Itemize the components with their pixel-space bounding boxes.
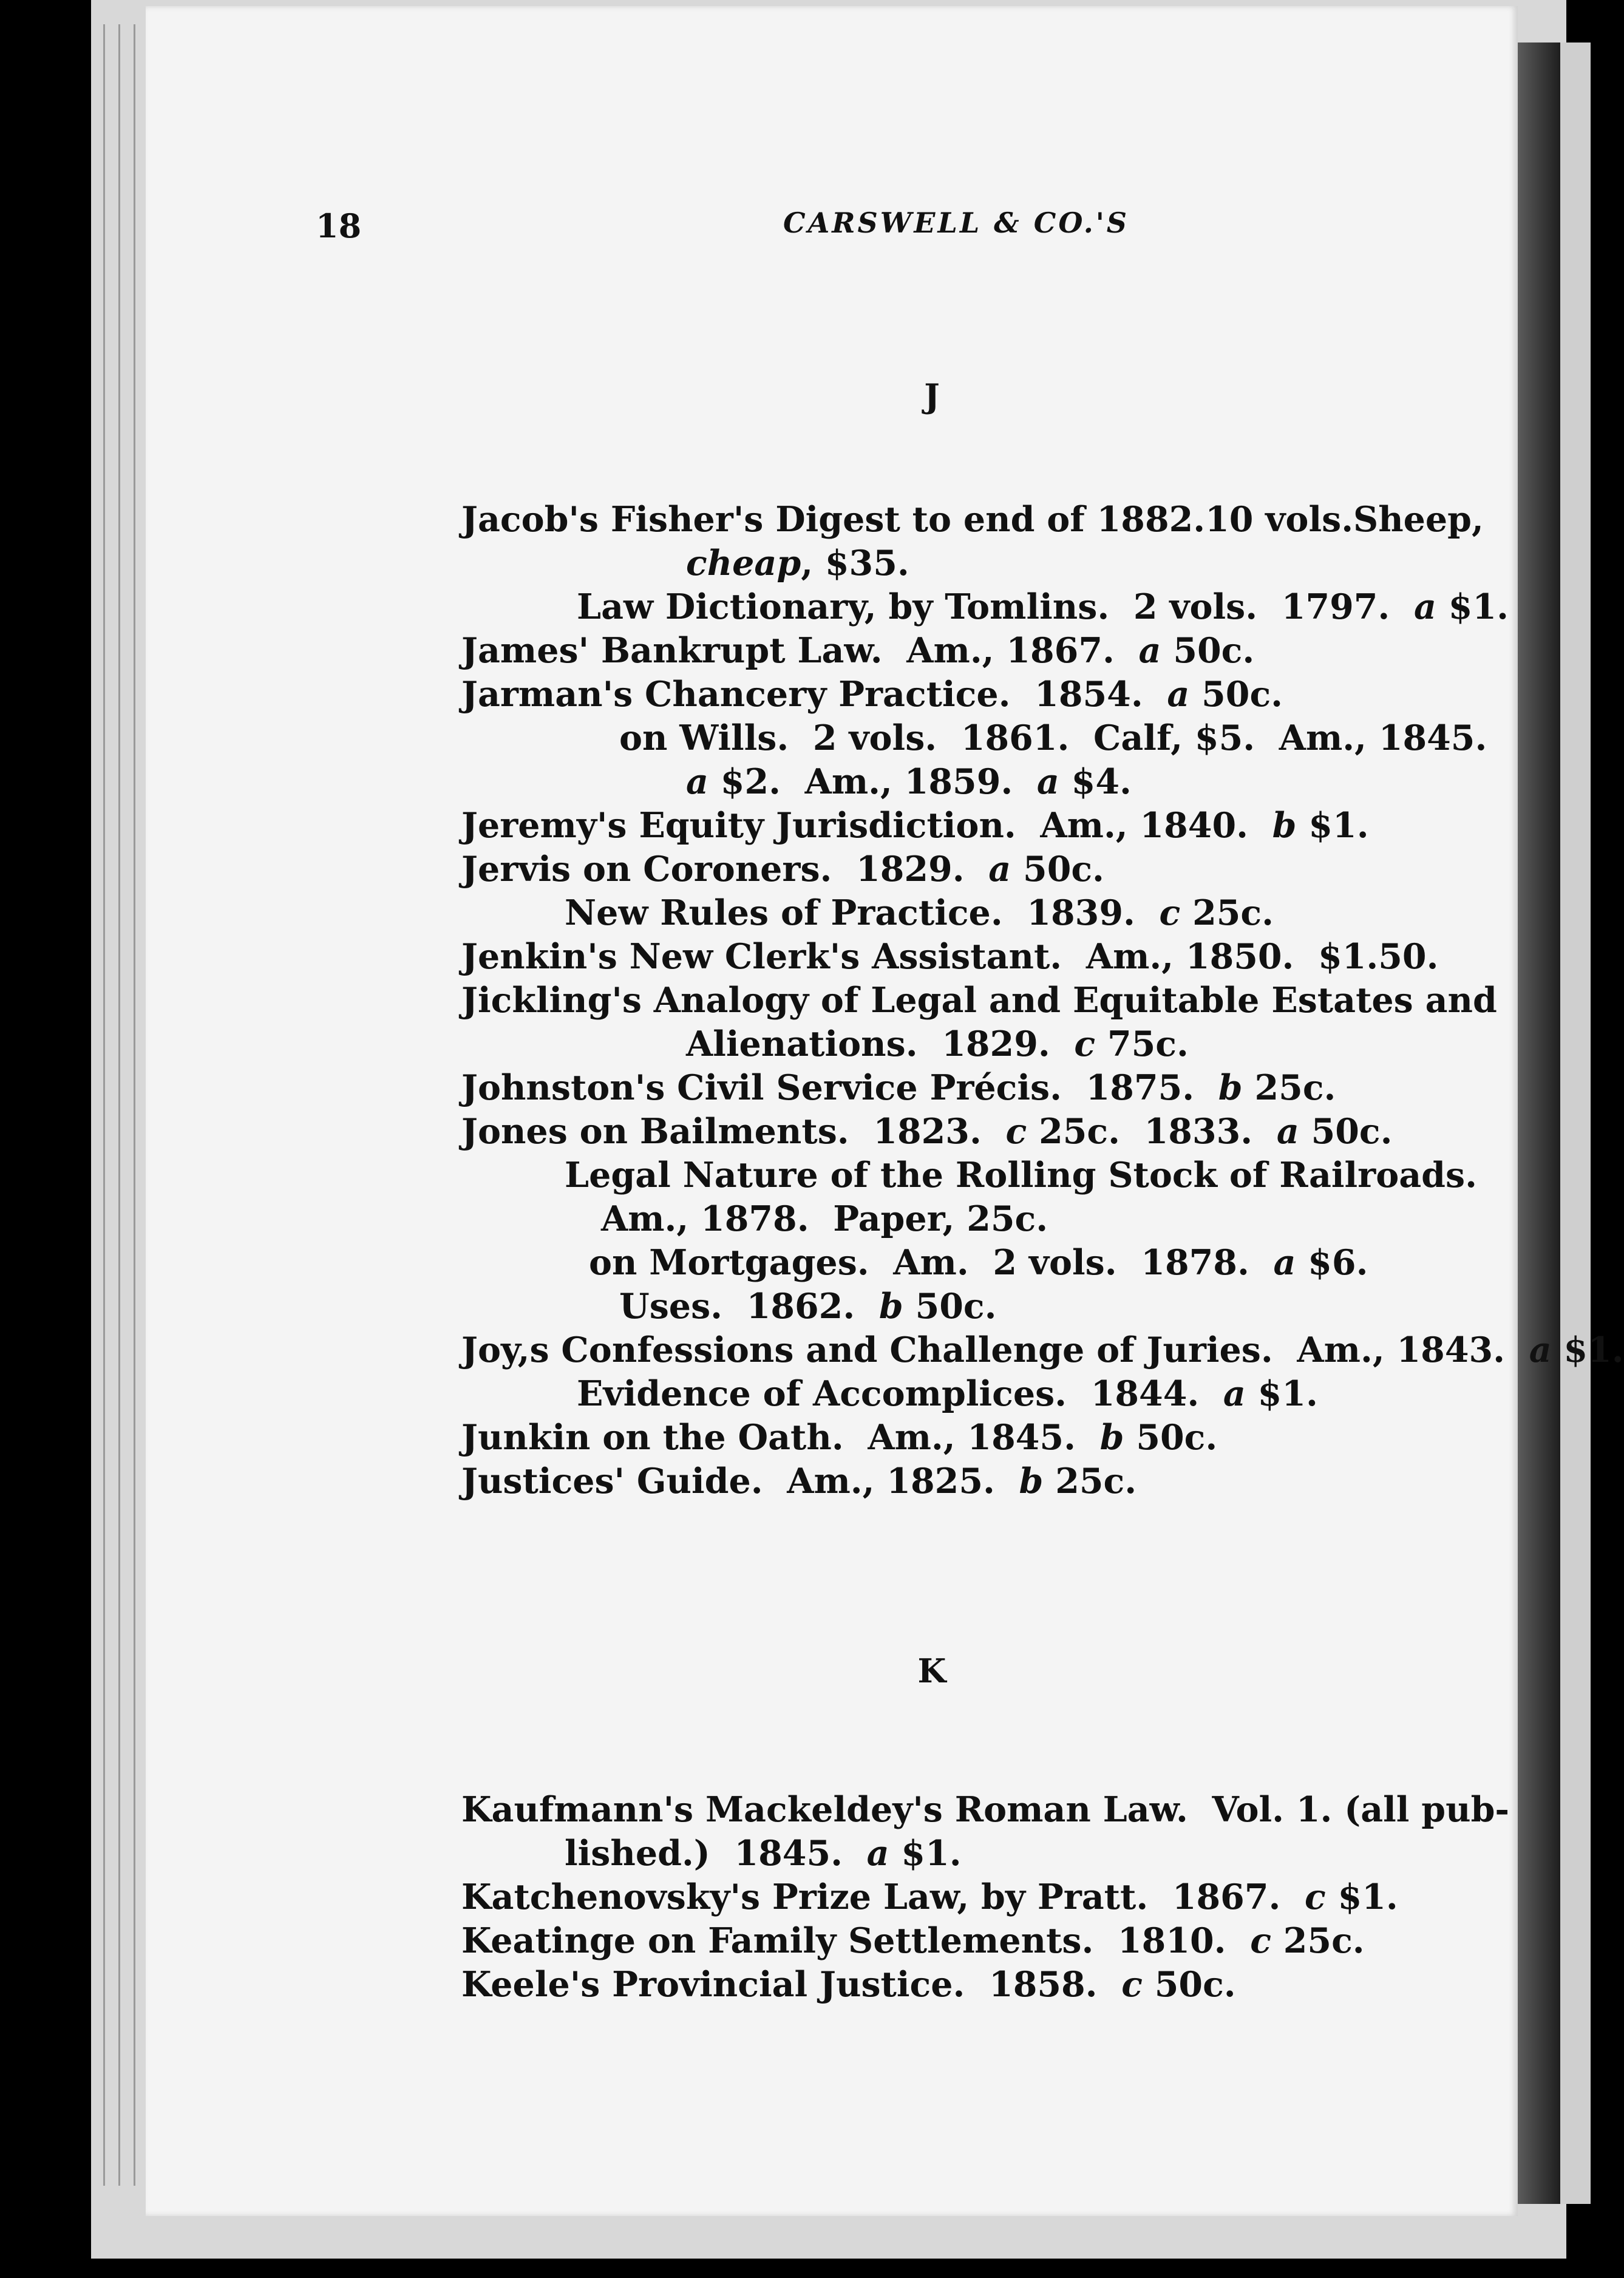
entry-line [461, 804, 1408, 848]
page-header [316, 206, 1408, 255]
section-letter-j: J [924, 376, 940, 415]
entry-text: c [1250, 1920, 1271, 1961]
entry-text: c [1159, 892, 1181, 933]
section-k-entries [461, 1788, 1510, 2007]
section-j-entries [461, 498, 1624, 1503]
entry-text: Jervis on Coroners. 1829. [461, 849, 989, 889]
entry-text: $1. [1325, 1877, 1398, 1917]
entry-line [461, 673, 1408, 716]
entry-text: Justices' Guide. Am., 1825. [461, 1461, 1019, 1501]
entry-line [461, 1022, 1408, 1066]
entry-text: Keatinge on Family Settlements. 1810. [461, 1920, 1251, 1961]
entry-line [461, 935, 1439, 979]
entry-line [461, 542, 1408, 585]
entry-line [461, 1328, 1624, 1372]
entry-text: Law Dictionary, by Tomlins. 2 vols. 1797. [577, 586, 1414, 627]
entry-text: Keele's Provincial Justice. 1858. [461, 1964, 1122, 2005]
entry-text: a [1529, 1330, 1552, 1370]
entry-text: b [1272, 805, 1297, 846]
page-edge-line [103, 24, 105, 2186]
entry-line [461, 891, 1408, 935]
entry-text: $1. [1436, 586, 1509, 627]
entry-text: Uses. 1862. [619, 1286, 879, 1327]
entry-text: 50c. [1142, 1964, 1236, 2005]
entry-text: b [1099, 1417, 1124, 1458]
entry-text: $2. Am., 1859. [708, 761, 1037, 802]
entry-text: 25c. [1043, 1461, 1137, 1501]
entry-text: Alienations. 1829. [686, 1024, 1075, 1064]
entry-text: a [866, 1833, 889, 1874]
entry-text: Johnston's Civil Service Précis. 1875. [461, 1067, 1218, 1108]
entry-text: lished.) 1845. [565, 1833, 867, 1874]
entry-line [461, 1066, 1408, 1110]
entry-text: 75c. [1095, 1024, 1189, 1064]
entry-text: a [1223, 1373, 1246, 1414]
entry-line [461, 1372, 1408, 1416]
entry-line [461, 760, 1408, 804]
entry-line [461, 1285, 1408, 1328]
entry-text: b [878, 1286, 903, 1327]
entry-text: $1. [1551, 1330, 1624, 1370]
page-gutter-shadow [1518, 42, 1560, 2204]
page-number: 18 [316, 206, 362, 245]
entry-text: Jarman's Chancery Practice. 1854. [461, 674, 1167, 715]
entry-line [461, 1963, 1408, 2007]
entry-text: $1. [1245, 1373, 1318, 1414]
entry-line [461, 848, 1408, 891]
entry-text: 50c. [1124, 1417, 1218, 1458]
page-edge-line [134, 24, 135, 2186]
entry-text: Jickling's Analogy of Legal and Equitable Estates and [461, 980, 1497, 1021]
entry-text: Jacob's Fisher's Digest to end of 1882. [461, 499, 1206, 540]
entry-line [461, 1788, 1510, 1832]
entry-text: 50c. [903, 1286, 997, 1327]
entry-text: , $35. [801, 543, 909, 583]
entry-text: a [988, 849, 1011, 889]
entry-text: Evidence of Accomplices. 1844. [577, 1373, 1223, 1414]
entry-text: a [1273, 1242, 1296, 1283]
entry-text: a [1036, 761, 1059, 802]
entry-text: 50c. [1189, 674, 1283, 715]
entry-text: c [1074, 1024, 1096, 1064]
entry-text: Am., 1878. Paper, 25c. [601, 1198, 1048, 1239]
entry-text: Jones on Bailments. 1823. [461, 1111, 1006, 1152]
entry-text: $6. [1296, 1242, 1368, 1283]
entry-text: on Mortgages. Am. 2 vols. 1878. [589, 1242, 1274, 1283]
entry-line [461, 585, 1509, 629]
page-edge-line [118, 24, 120, 2186]
entry-text: Junkin on the Oath. Am., 1845. [461, 1417, 1100, 1458]
entry-text: 25c. 1833. [1027, 1111, 1277, 1152]
entry-text: $4. [1059, 761, 1132, 802]
entry-text: 25c. [1242, 1067, 1336, 1108]
entry-text: 25c. [1271, 1920, 1365, 1961]
entry-text: Jeremy's Equity Jurisdiction. Am., 1840. [461, 805, 1272, 846]
entry-line [461, 1919, 1408, 1963]
entry-text: a [1138, 630, 1161, 671]
entry-text: Legal Nature of the Rolling Stock of Railroads. [565, 1155, 1477, 1195]
entry-line [461, 498, 1484, 542]
entry-line [461, 979, 1497, 1022]
entry-text: Katchenovsky's Prize Law, by Pratt. 1867. [461, 1877, 1305, 1917]
entry-line [461, 1832, 1408, 1875]
entry-text: $1. [889, 1833, 962, 1874]
entry-text: on Wills. 2 vols. 1861. Calf, $5. Am., 1845. [619, 718, 1487, 758]
entry-text: 50c. [1161, 630, 1255, 671]
entry-text: James' Bankrupt Law. Am., 1867. [461, 630, 1139, 671]
entry-text: cheap [686, 543, 801, 583]
entry-text: New Rules of Practice. 1839. [565, 892, 1160, 933]
entry-text: 25c. [1180, 892, 1274, 933]
entry-text: $1. [1296, 805, 1369, 846]
entry-line [461, 716, 1487, 760]
entry-line [461, 1197, 1408, 1241]
section-letter-k: K [917, 1651, 946, 1690]
entry-text: c [1005, 1111, 1027, 1152]
entry-text: b [1019, 1461, 1044, 1501]
entry-line [461, 629, 1408, 673]
running-head: CARSWELL & CO.'S [783, 206, 1130, 239]
entry-text: c [1121, 1964, 1143, 2005]
entry-text: a [1167, 674, 1190, 715]
entry-line [461, 1460, 1408, 1503]
entry-text: a [686, 761, 708, 802]
entry-line [461, 1875, 1408, 1919]
entry-line [461, 1110, 1408, 1154]
entry-text: 50c. [1299, 1111, 1393, 1152]
entry-line [461, 1154, 1477, 1197]
entry-text: c [1305, 1877, 1326, 1917]
facing-page-edge [1560, 42, 1591, 2204]
entry-text: 10 vols. [1205, 499, 1354, 540]
entry-text: Jenkin's New Clerk's Assistant. Am., 1850. $1.50. [461, 936, 1439, 977]
entry-line [461, 1241, 1408, 1285]
entry-text: Sheep, [1353, 499, 1484, 540]
entry-text: a [1413, 586, 1436, 627]
entry-text: Joy,s Confessions and Challenge of Juries. Am., 1843. [461, 1330, 1529, 1370]
entry-text: Kaufmann's Mackeldey's Roman Law. Vol. 1. (all pub- [461, 1789, 1510, 1830]
entry-text: b [1218, 1067, 1243, 1108]
entry-line [461, 1416, 1408, 1460]
entry-text: 50c. [1011, 849, 1104, 889]
entry-text: a [1276, 1111, 1299, 1152]
